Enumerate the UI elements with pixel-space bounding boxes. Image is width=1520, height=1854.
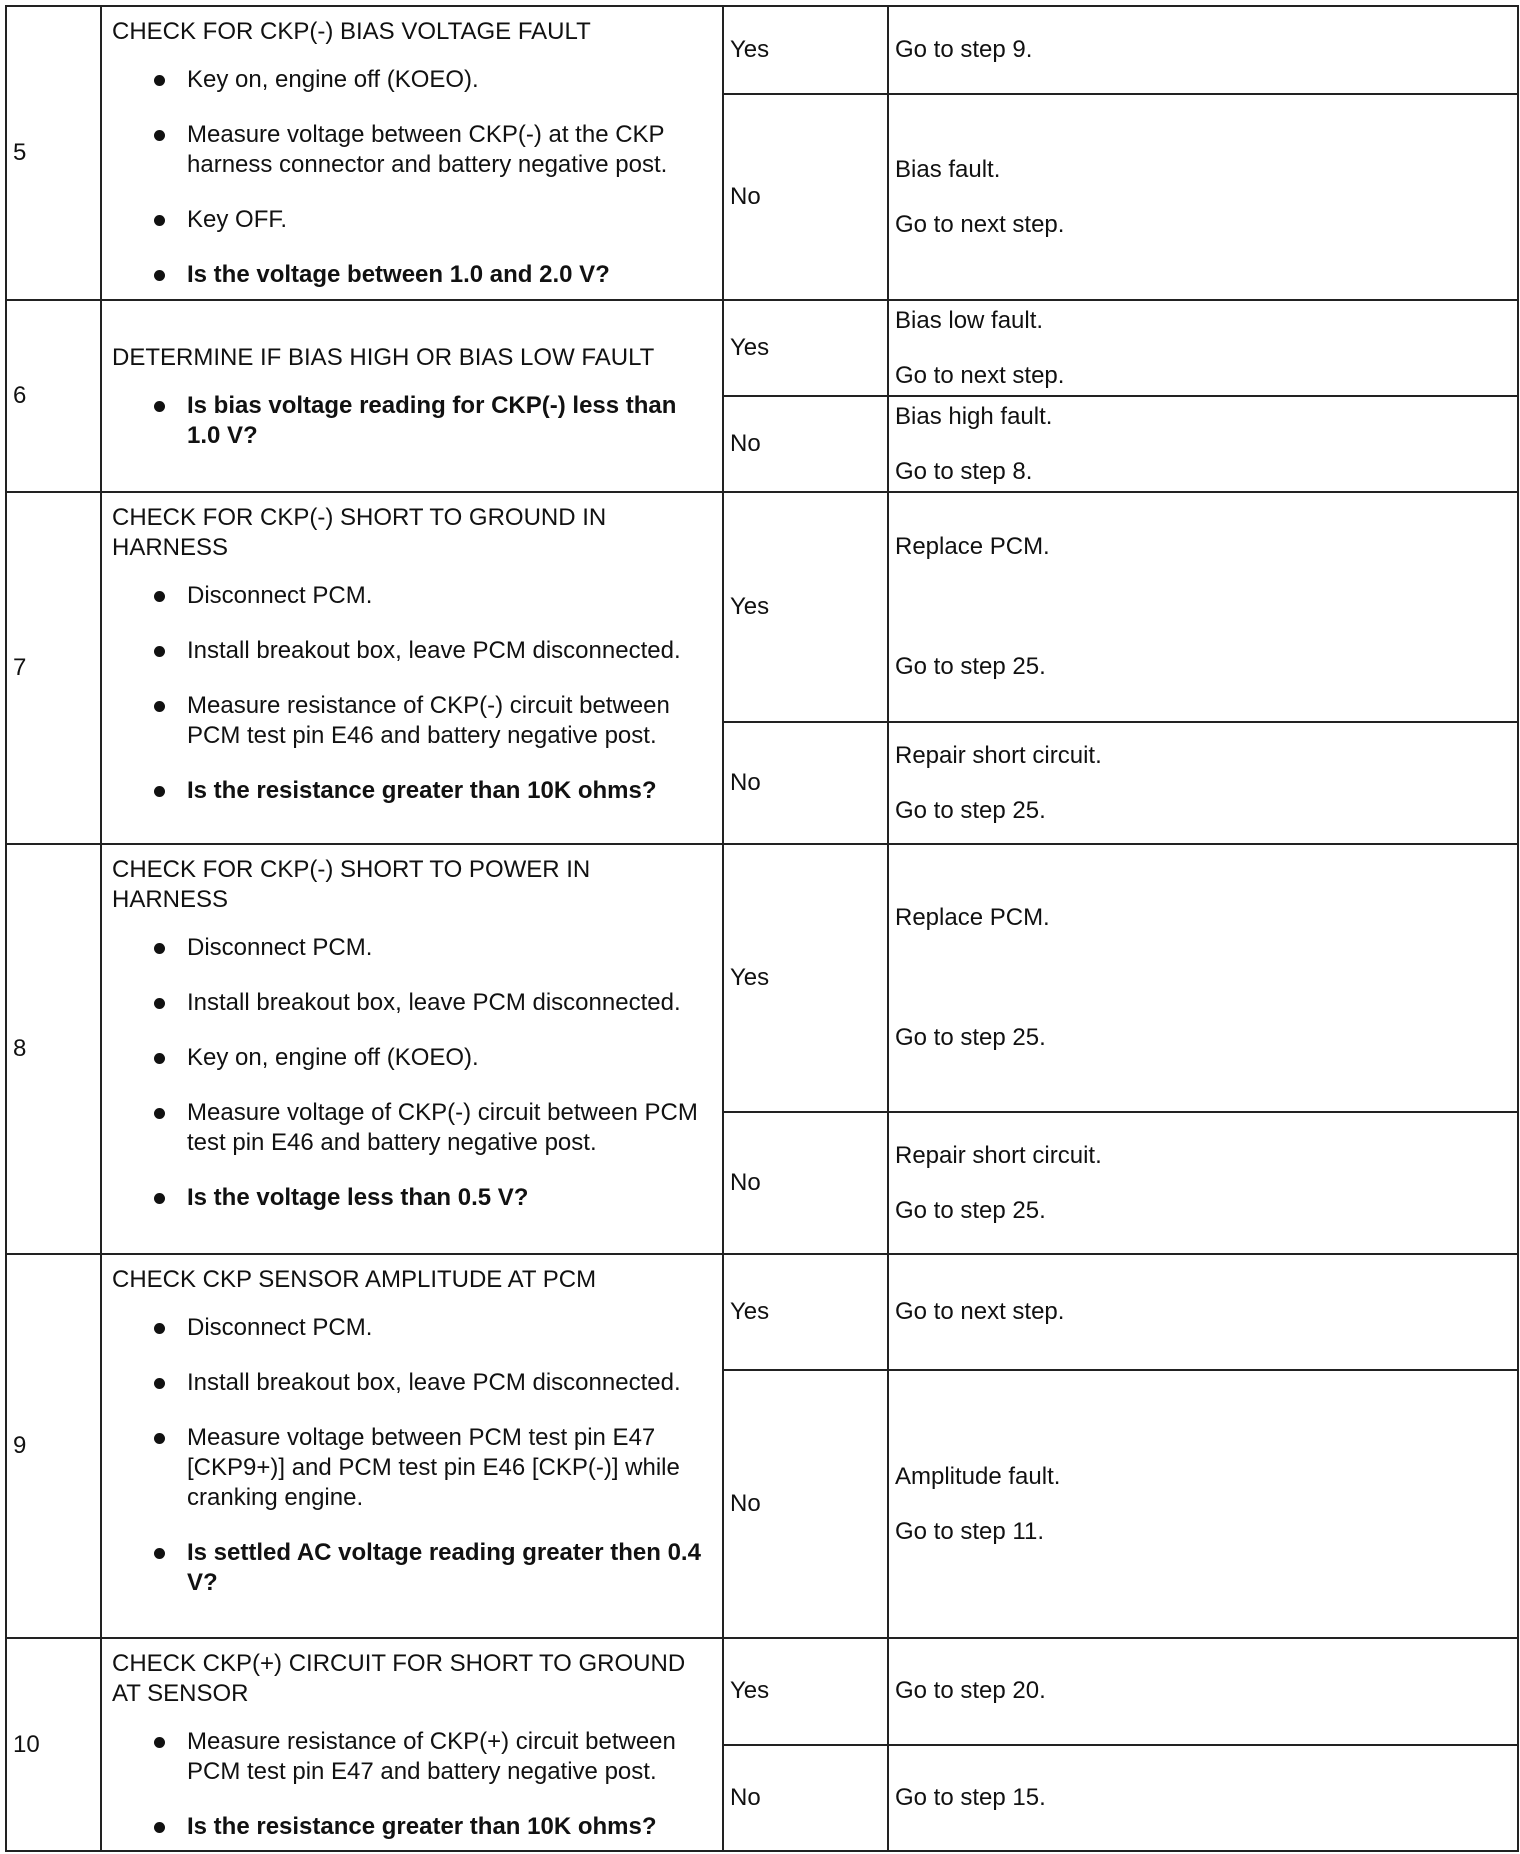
action-item: Install breakout box, leave PCM disconnected. [112, 1368, 710, 1398]
action-item: Measure resistance of CKP(+) circuit between PCM test pin E47 and battery negative post. [112, 1727, 710, 1787]
result-line: Repair short circuit. [895, 1141, 1102, 1169]
action-question: Is the voltage between 1.0 and 2.0 V? [112, 260, 710, 290]
step-number: 6 [6, 300, 101, 492]
result-line: Go to step 15. [895, 1783, 1046, 1811]
action-item: Key OFF. [112, 205, 710, 235]
result-line: Repair short circuit. [895, 741, 1102, 769]
step-number: 9 [6, 1254, 101, 1638]
result-line: Go to next step. [895, 361, 1065, 389]
result-no [888, 1112, 1518, 1254]
action-item: Measure voltage between CKP(-) at the CKP harness connector and battery negative post. [112, 120, 710, 180]
result-yes [888, 1254, 1518, 1370]
action-question: Is the voltage less than 0.5 V? [112, 1183, 710, 1213]
action-item: Install breakout box, leave PCM disconnected. [112, 988, 710, 1018]
result-line: Go to step 25. [895, 796, 1046, 824]
step-row [6, 6, 1518, 94]
step-action [101, 492, 723, 844]
action-item: Install breakout box, leave PCM disconnected. [112, 636, 710, 666]
action-item: Disconnect PCM. [112, 933, 710, 963]
action-item: Disconnect PCM. [112, 1313, 710, 1343]
result-yes [888, 844, 1518, 1112]
action-question: Is settled AC voltage reading greater then 0.4 V? [112, 1538, 710, 1598]
action-item: Disconnect PCM. [112, 581, 710, 611]
result-line: Go to step 9. [895, 36, 1033, 63]
step-number: 10 [6, 1638, 101, 1851]
action-item: Measure voltage of CKP(-) circuit between PCM test pin E46 and battery negative post. [112, 1098, 710, 1158]
answer-no: No [723, 722, 888, 844]
step-row [6, 492, 1518, 722]
action-question: Is the resistance greater than 10K ohms? [112, 1812, 710, 1842]
answer-yes: Yes [723, 6, 888, 94]
answer-yes: Yes [723, 492, 888, 722]
result-line: Replace PCM. [895, 904, 1050, 931]
result-yes [888, 1638, 1518, 1745]
result-line: Bias low fault. [895, 306, 1044, 334]
step-title: CHECK CKP(+) CIRCUIT FOR SHORT TO GROUND AT SENSOR [112, 1650, 686, 1707]
step-row [6, 300, 1518, 396]
diagnostic-steps-table [5, 5, 1519, 1852]
step-action [101, 1254, 723, 1638]
step-title: CHECK CKP SENSOR AMPLITUDE AT PCM [112, 1266, 597, 1293]
action-item: Key on, engine off (KOEO). [112, 65, 710, 95]
result-line: Go to step 25. [895, 653, 1046, 680]
answer-yes: Yes [723, 300, 888, 396]
step-row [6, 1638, 1518, 1745]
result-line: Replace PCM. [895, 533, 1050, 560]
result-no [888, 94, 1518, 300]
action-question: Is the resistance greater than 10K ohms? [112, 776, 710, 806]
step-title: CHECK FOR CKP(-) SHORT TO GROUND IN HARNESS [112, 504, 607, 561]
result-no [888, 1745, 1518, 1852]
result-yes [888, 6, 1518, 94]
result-line: Amplitude fault. [895, 1462, 1061, 1490]
step-row [6, 1254, 1518, 1370]
step-row [6, 844, 1518, 1112]
answer-no: No [723, 1370, 888, 1638]
step-title: CHECK FOR CKP(-) BIAS VOLTAGE FAULT [112, 18, 591, 45]
result-line: Go to step 11. [895, 1517, 1044, 1545]
answer-no: No [723, 1745, 888, 1852]
step-action [101, 1638, 723, 1851]
step-number: 7 [6, 492, 101, 844]
action-item: Measure resistance of CKP(-) circuit between PCM test pin E46 and battery negative post. [112, 691, 710, 751]
step-title: DETERMINE IF BIAS HIGH OR BIAS LOW FAULT [112, 344, 655, 371]
step-number: 8 [6, 844, 101, 1254]
result-no [888, 722, 1518, 844]
answer-yes: Yes [723, 1638, 888, 1745]
action-question: Is bias voltage reading for CKP(-) less than 1.0 V? [112, 391, 710, 451]
answer-no: No [723, 1112, 888, 1254]
result-line: Bias high fault. [895, 402, 1053, 430]
step-action [101, 844, 723, 1254]
result-no [888, 1370, 1518, 1638]
answer-yes: Yes [723, 844, 888, 1112]
action-item: Key on, engine off (KOEO). [112, 1043, 710, 1073]
result-yes [888, 300, 1518, 396]
step-number: 5 [6, 6, 101, 300]
result-line: Go to next step. [895, 210, 1065, 238]
result-line: Go to step 25. [895, 1024, 1046, 1051]
answer-no: No [723, 396, 888, 492]
action-item: Measure voltage between PCM test pin E47 [CKP9+)] and PCM test pin E46 [CKP(-)] while cranking engine. [112, 1423, 710, 1513]
step-title: CHECK FOR CKP(-) SHORT TO POWER IN HARNESS [112, 856, 591, 913]
step-action [101, 300, 723, 492]
result-line: Go to next step. [895, 1298, 1065, 1325]
result-line: Bias fault. [895, 155, 1001, 183]
answer-no: No [723, 94, 888, 300]
answer-yes: Yes [723, 1254, 888, 1370]
result-line: Go to step 20. [895, 1677, 1046, 1705]
result-yes [888, 492, 1518, 722]
result-line: Go to step 8. [895, 457, 1033, 485]
result-line: Go to step 25. [895, 1196, 1046, 1224]
result-no [888, 396, 1518, 492]
step-action [101, 6, 723, 300]
